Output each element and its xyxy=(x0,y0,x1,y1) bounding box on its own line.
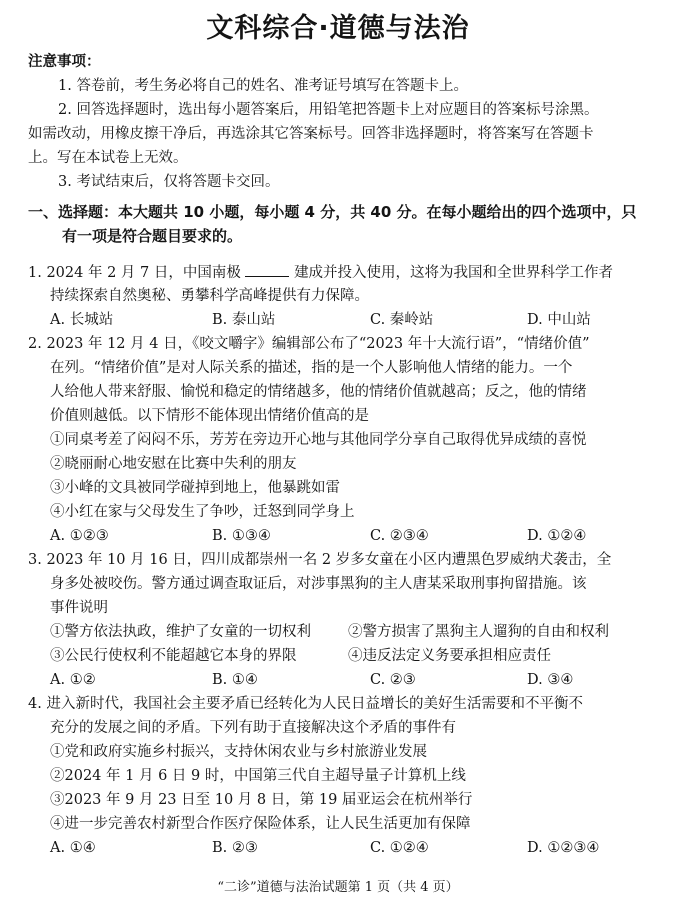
question-2-statement-2: ②晓丽耐心地安慰在比赛中失利的朋友 xyxy=(50,456,297,472)
note-line-1: 1. 答卷前，考生务必将自己的姓名、准考证号填写在答题卡上。 xyxy=(58,78,468,94)
option-b: B. ②③ xyxy=(212,840,258,856)
question-2-line-2: 在列。“情绪价值”是对人际关系的描述，指的是一个人影响他人情绪的能力。一个 xyxy=(50,360,573,376)
question-4-statement-1: ①党和政府实施乡村振兴，支持休闲农业与乡村旅游业发展 xyxy=(50,744,427,760)
question-4-statement-3: ③2023 年 9 月 23 日至 10 月 8 日，第 19 届亚运会在杭州举行 xyxy=(50,792,473,808)
section-heading: 一、选择题：本大题共 10 小题，每小题 4 分，共 40 分。在每小题给出的四个选项中，只 xyxy=(28,203,637,221)
question-4-line-1: 4. 进入新时代，我国社会主要矛盾已经转化为人民日益增长的美好生活需要和不平衡不 xyxy=(28,696,583,712)
question-3-statement-3: ③公民行使权利不能超越它本身的界限 xyxy=(50,648,297,664)
question-2-line-4: 价值则越低。以下情形不能体现出情绪价值高的是 xyxy=(50,408,369,424)
question-1-text-a: 1. 2024 年 2 月 7 日，中国南极 xyxy=(28,265,241,281)
option-a: A. ①②③ xyxy=(50,528,109,544)
question-2-line-1: 2. 2023 年 12 月 4 日，《咬文嚼字》编辑部公布了“2023 年十大流行语”，“情绪价值” xyxy=(28,336,590,352)
option-c: C. ②③④ xyxy=(370,528,429,544)
question-3-line-3: 事件说明 xyxy=(50,600,108,616)
question-4-line-2: 充分的发展之间的矛盾。下列有助于直接解决这个矛盾的事件有 xyxy=(50,720,456,736)
question-2-line-3: 人给他人带来舒服、愉悦和稳定的情绪越多，他的情绪价值就越高；反之，他的情绪 xyxy=(50,384,587,400)
option-b: B. ①④ xyxy=(212,672,258,688)
note-line-5: 3. 考试结束后，仅将答题卡交回。 xyxy=(58,174,280,190)
note-line-4: 上。写在本试卷上无效。 xyxy=(28,150,188,166)
option-c: C. ②③ xyxy=(370,672,416,688)
note-line-3: 如需改动，用橡皮擦干净后，再选涂其它答案标号。回答非选择题时，将答案写在答题卡 xyxy=(28,126,594,142)
page-title: 文科综合·道德与法治 xyxy=(206,13,470,44)
question-2-statement-1: ①同桌考差了闷闷不乐，芳芳在旁边开心地与其他同学分享自己取得优异成绩的喜悦 xyxy=(50,432,587,448)
question-1-stem xyxy=(28,262,613,283)
question-3-statement-2: ②警方损害了黑狗主人遛狗的自由和权利 xyxy=(348,624,609,640)
option-a: A. ①② xyxy=(50,672,96,688)
notes-heading: 注意事项： xyxy=(28,54,101,70)
option-d: D. 中山站 xyxy=(527,312,591,328)
option-c: C. ①②④ xyxy=(370,840,429,856)
question-2-statement-3: ③小峰的文具被同学碰掉到地上，他暴跳如雷 xyxy=(50,480,340,496)
question-1-line-2: 持续探索自然奥秘、勇攀科学高峰提供有力保障。 xyxy=(50,288,369,304)
answer-blank xyxy=(245,262,289,277)
option-b: B. ①③④ xyxy=(212,528,271,544)
note-line-2: 2. 回答选择题时，选出每小题答案后，用铅笔把答题卡上对应题目的答案标号涂黑。 xyxy=(58,102,599,118)
question-4-statement-4: ④进一步完善农村新型合作医疗保险体系，让人民生活更加有保障 xyxy=(50,816,471,832)
option-d: D. ①②④ xyxy=(527,528,587,544)
question-3-statement-4: ④违反法定义务要承担相应责任 xyxy=(348,648,551,664)
option-a: A. 长城站 xyxy=(50,312,114,328)
question-3-line-2: 身多处被咬伤。警方通过调查取证后，对涉事黑狗的主人唐某采取刑事拘留措施。该 xyxy=(50,576,587,592)
question-3-statement-1: ①警方依法执政，维护了女童的一切权利 xyxy=(50,624,311,640)
page-footer: “二诊”道德与法治试题第 1 页（共 4 页） xyxy=(217,880,459,895)
option-c: C. 秦岭站 xyxy=(370,312,434,328)
option-d: D. ③④ xyxy=(527,672,574,688)
section-heading-cont: 有一项是符合题目要求的。 xyxy=(62,227,243,245)
question-2-statement-4: ④小红在家与父母发生了争吵，迁怒到同学身上 xyxy=(50,504,355,520)
option-a: A. ①④ xyxy=(50,840,96,856)
option-b: B. 泰山站 xyxy=(212,312,276,328)
question-4-statement-2: ②2024 年 1 月 6 日 9 时，中国第三代自主超导量子计算机上线 xyxy=(50,768,466,784)
question-1-text-b: 建成并投入使用，这将为我国和全世界科学工作者 xyxy=(294,265,614,281)
option-d: D. ①②③④ xyxy=(527,840,600,856)
question-3-line-1: 3. 2023 年 10 月 16 日，四川成都崇州一名 2 岁多女童在小区内遭黑色罗威纳犬袭击，全 xyxy=(28,552,612,568)
